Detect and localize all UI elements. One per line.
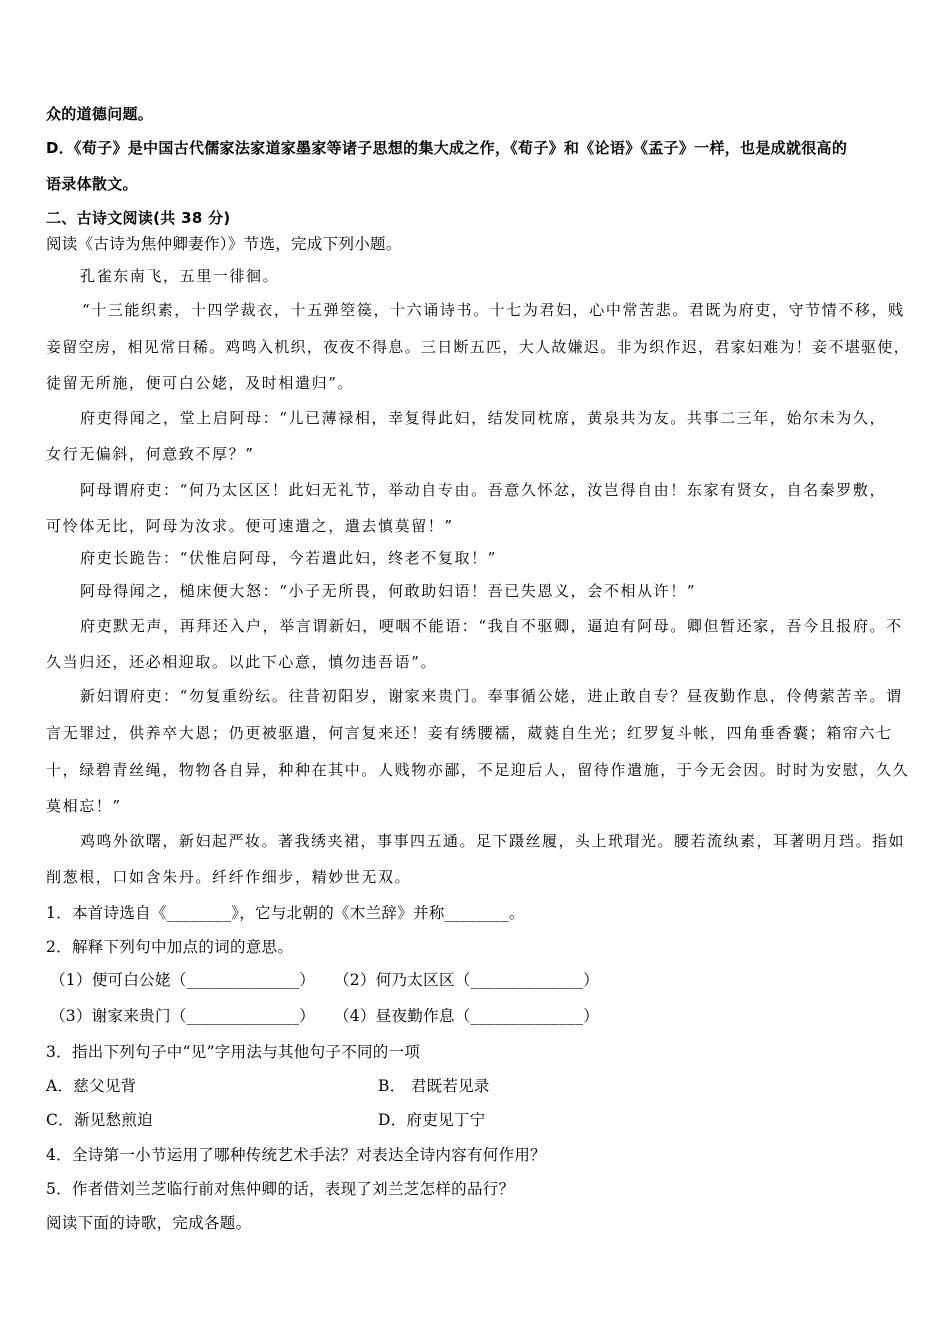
poem-line: 徒留无所施，便可白公姥，及时相遣归”。 [46,374,355,392]
poem-line: 阿母得闻之，槌床便大怒：“小子无所畏，何敢助妇语！吾已失恩义，会不相从许！” [80,582,697,600]
question-2-item-3: （3）谢家来贵门（______________） [50,1007,316,1025]
question-5: 5．作者借刘兰芝临行前对焦仲卿的话，表现了刘兰芝怎样的品行？ [46,1180,515,1198]
question-3-option-a: A．慈父见背 [46,1077,137,1095]
poem-line: 孔雀东南飞，五里一徘徊。 [80,267,280,285]
poem-line: 削葱根，口如含朱丹。纤纤作细步，精妙世无双。 [46,868,412,886]
poem-line: 鸡鸣外欲曙，新妇起严妆。著我绣夹裙，事事四五通。足下蹑丝履，头上玳瑁光。腰若流纨素，耳著明月珰。指如 [80,832,906,850]
poem-line: 莫相忘！” [46,797,122,815]
poem-line: 言无罪过，供养卒大恩；仍更被驱遣，何言复来还！妾有绣腰襦，葳蕤自生光；红罗复斗帐，四角垂香囊；箱帘六七 [46,724,893,742]
poem-line: 可怜体无比，阿母为汝求。便可速遣之，遣去慎莫留！” [46,517,454,535]
poem-line: 久当归还，还必相迎取。以此下心意，慎勿违吾语”。 [46,653,438,671]
question-3: 3．指出下列句子中“见”字用法与其他句子不同的一项 [46,1043,421,1061]
poem-line: 新妇谓府吏：“勿复重纷纭。往昔初阳岁，谢家来贵门。奉事循公姥，进止敢自专？昼夜勤作息，伶俜萦苦辛。谓 [80,687,903,705]
poem-line: 府吏得闻之，堂上启阿母：“儿已薄禄相，幸复得此妇，结发同枕席，黄泉共为友。共事二三年，始尔未为久， [80,409,887,427]
option-d-line2: 语录体散文。 [46,175,138,193]
poem-line: 女行无偏斜，何意致不厚？” [46,445,255,463]
option-d-line1: D．《荀子》是中国古代儒家法家道家墨家等诸子思想的集大成之作，《荀子》和《论语》《孟子》一样，也是成就很高的 [46,139,848,157]
poem-line: 阿母谓府吏：“何乃太区区！此妇无礼节，举动自专由。吾意久怀忿，汝岂得自由！东家有贤女，自名秦罗敷， [80,481,887,499]
section-heading: 二、古诗文阅读(共 38 分) [46,209,231,227]
question-3-option-c: C．渐见愁煎迫 [46,1111,153,1129]
question-2-item-1: （1）便可白公姥（______________） [50,971,316,989]
question-4: 4．全诗第一小节运用了哪种传统艺术手法？对表达全诗内容有何作用？ [46,1146,546,1164]
question-2-item-2: （2）何乃太区区（______________） [334,971,600,989]
question-1: 1．本首诗选自《________》，它与北朝的《木兰辞》并称________。 [46,904,525,922]
question-2-item-4: （4）昼夜勤作息（______________） [334,1007,600,1025]
poem-line: 妾留空房，相见常日稀。鸡鸣入机织，夜夜不得息。三日断五匹，大人故嫌迟。非为织作迟，君家妇难为！妾不堪驱使， [46,338,910,356]
next-reading-instruction: 阅读下面的诗歌，完成各题。 [46,1214,252,1232]
poem-line: “十三能织素，十四学裁衣，十五弹箜篌，十六诵诗书。十七为君妇，心中常苦悲。君既为府吏，守节情不移，贱 [82,301,905,319]
question-3-option-d: D．府吏见丁宁 [378,1111,486,1129]
poem-line: 十，绿碧青丝绳，物物各自异，种种在其中。人贱物亦鄙，不足迎后人，留待作遣施，于今无会因。时时为安慰，久久 [46,761,910,779]
option-d-tail: 众的道德问题。 [46,105,154,123]
reading-instruction: 阅读《古诗为焦仲卿妻作）》节选，完成下列小题。 [46,235,402,253]
poem-line: 府吏长跪告：“伏惟启阿母，今若遣此妇，终老不复取！” [80,549,497,567]
poem-line: 府吏默无声，再拜还入户，举言谓新妇，哽咽不能语：“我自不驱卿，逼迫有阿母。卿但暂还家，吾今且报府。不 [80,617,903,635]
question-2: 2．解释下列句中加点的词的意思。 [46,938,294,956]
question-3-option-b: B． 君既若见录 [378,1077,490,1095]
